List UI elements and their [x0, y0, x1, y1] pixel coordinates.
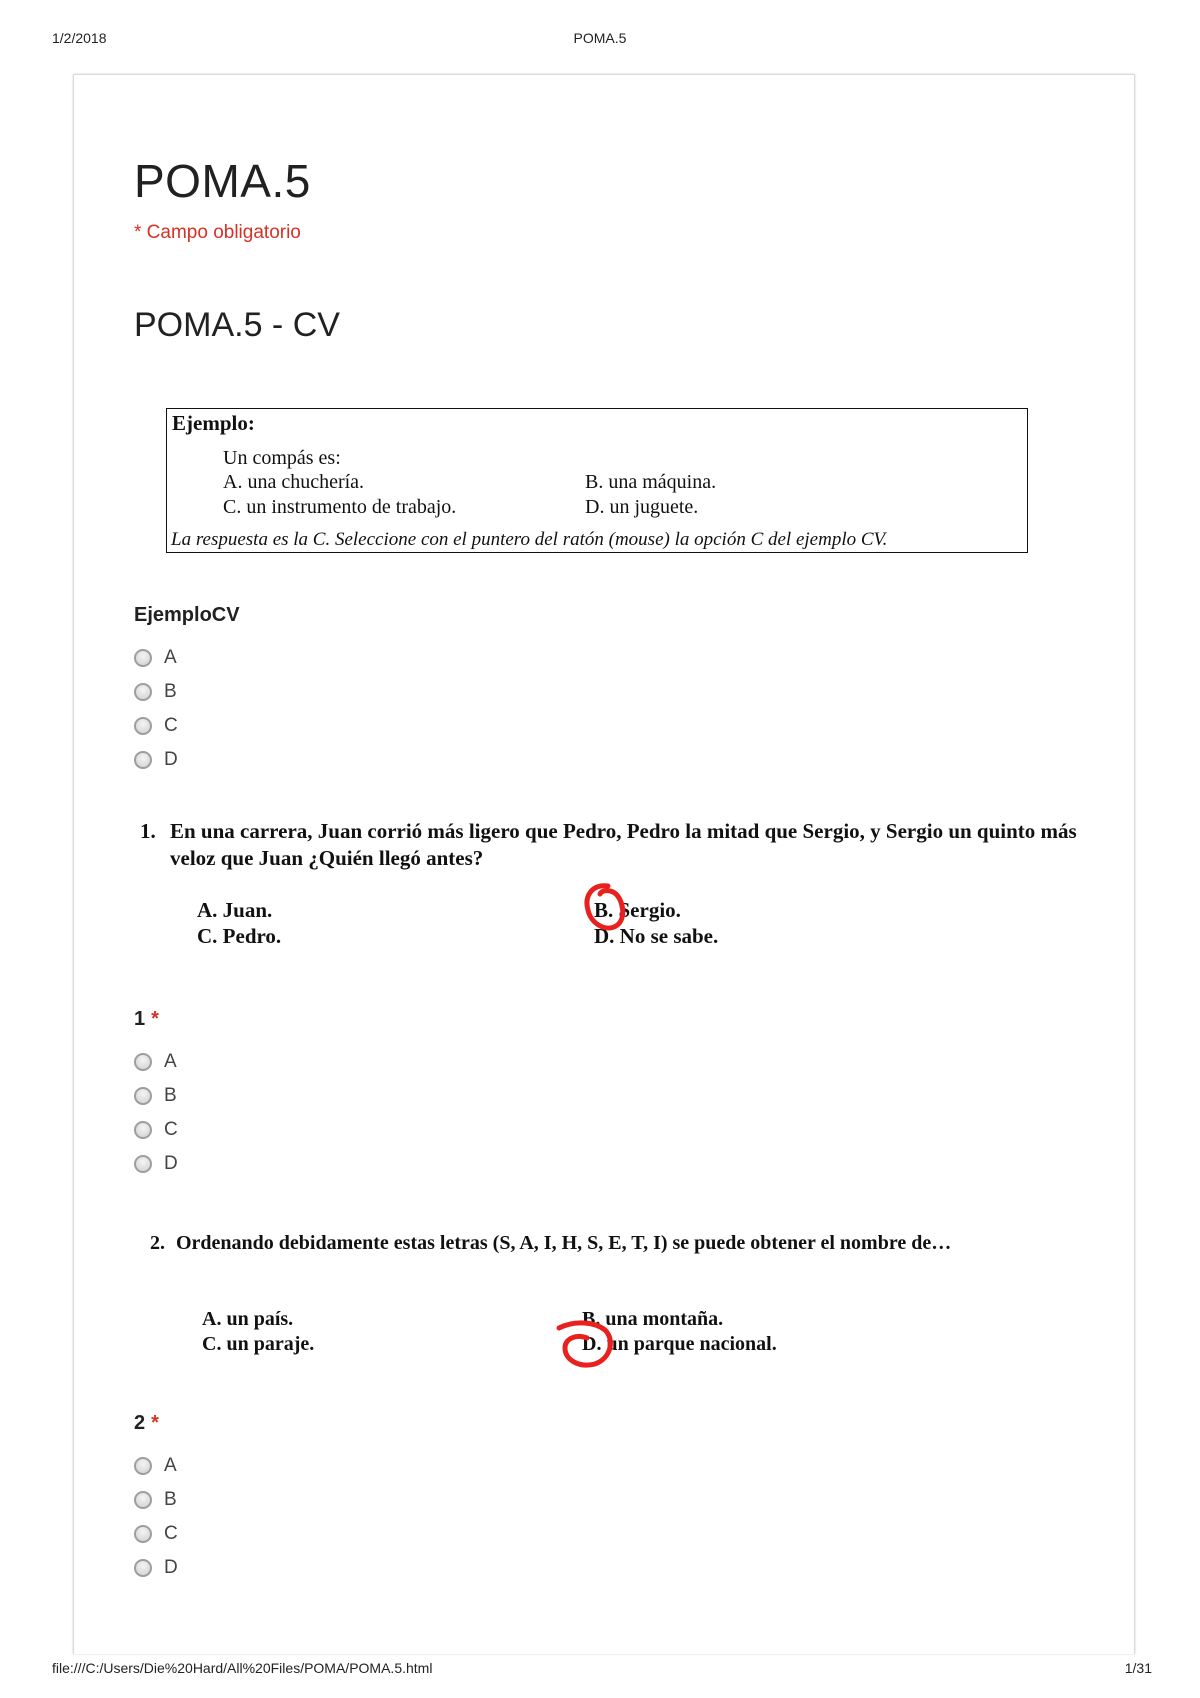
radio-group-1	[134, 1045, 434, 1181]
question-1-option-a: A. Juan.	[197, 898, 273, 922]
required-asterisk: *	[151, 1412, 159, 1434]
example-option-d: D. un juguete.	[585, 496, 699, 518]
radio-label: A	[164, 1455, 177, 1476]
question-2-text: Ordenando debidamente estas letras (S, A, I, H, S, E, T, I) se puede obtener el nombre de…	[176, 1232, 952, 1254]
example-stem: Un compás es:	[223, 447, 341, 469]
print-date: 1/2/2018	[52, 30, 107, 46]
question-1-number: 1.	[140, 819, 156, 843]
radio-option[interactable]	[134, 1449, 434, 1483]
print-url: file:///C:/Users/Die%20Hard/All%20Files/POMA/POMA.5.html	[52, 1660, 433, 1676]
radio-button[interactable]	[134, 1053, 152, 1071]
radio-option[interactable]	[134, 1551, 434, 1585]
question-2-option-b: B. una montaña.	[582, 1308, 724, 1330]
radio-label: D	[164, 1153, 178, 1174]
question-2-number: 2.	[150, 1232, 165, 1254]
radio-option[interactable]	[134, 1483, 434, 1517]
radio-button[interactable]	[134, 1491, 152, 1509]
question-2-option-d: D. un parque nacional.	[582, 1333, 777, 1355]
question-2-option-a: A. un país.	[202, 1308, 294, 1330]
question-1-option-d: D. No se sabe.	[594, 924, 719, 948]
question-1-option-c: C. Pedro.	[197, 924, 282, 948]
radio-button[interactable]	[134, 1559, 152, 1577]
radio-button[interactable]	[134, 1525, 152, 1543]
radio-button[interactable]	[134, 649, 152, 667]
radio-label: C	[164, 1523, 178, 1544]
form-title: POMA.5	[134, 155, 311, 207]
radio-label: B	[164, 1085, 177, 1106]
radio-option[interactable]	[134, 1079, 434, 1113]
section-title: POMA.5 - CV	[134, 306, 340, 344]
required-note: * Campo obligatorio	[134, 222, 301, 243]
radio-button[interactable]	[134, 1457, 152, 1475]
question-2-block	[150, 1230, 1090, 1360]
question-label-text: EjemploCV	[134, 604, 240, 626]
example-option-c: C. un instrumento de trabajo.	[223, 496, 457, 518]
radio-button[interactable]	[134, 1087, 152, 1105]
radio-option[interactable]	[134, 743, 434, 777]
question-1-option-b: B. Sergio.	[594, 898, 681, 922]
radio-button[interactable]	[134, 683, 152, 701]
question-2-option-c: C. un paraje.	[202, 1333, 315, 1355]
print-page-number: 1/31	[1124, 1660, 1152, 1676]
radio-button[interactable]	[134, 1121, 152, 1139]
radio-option[interactable]	[134, 1517, 434, 1551]
print-footer	[0, 1660, 1200, 1680]
example-option-a: A. una chuchería.	[223, 471, 365, 493]
example-box	[166, 408, 1028, 553]
radio-option[interactable]	[134, 1147, 434, 1181]
radio-option[interactable]	[134, 1045, 434, 1079]
print-title: POMA.5	[573, 30, 627, 46]
radio-group-2	[134, 1449, 434, 1585]
question-label-text: 1	[134, 1008, 146, 1030]
radio-label: A	[164, 647, 177, 668]
radio-option[interactable]	[134, 675, 434, 709]
radio-button[interactable]	[134, 717, 152, 735]
radio-group-ejemplocv	[134, 641, 434, 777]
question-label-2	[134, 1412, 159, 1435]
question-label-1	[134, 1008, 159, 1031]
required-asterisk: *	[151, 1008, 159, 1030]
radio-option[interactable]	[134, 1113, 434, 1147]
radio-label: D	[164, 749, 178, 770]
print-header	[0, 30, 1200, 50]
question-1-text: En una carrera, Juan corrió más ligero que Pedro, Pedro la mitad que Sergio, y Sergio un quinto más veloz que Juan ¿Quién llegó antes?	[170, 819, 1077, 870]
example-note: La respuesta es la C. Seleccione con el puntero del ratón (mouse) la opción C del ejemplo CV.	[171, 529, 888, 550]
example-option-b: B. una máquina.	[585, 471, 717, 493]
radio-label: D	[164, 1557, 178, 1578]
radio-option[interactable]	[134, 709, 434, 743]
radio-label: C	[164, 715, 178, 736]
radio-label: B	[164, 681, 177, 702]
question-label-ejemplocv	[134, 604, 240, 627]
radio-button[interactable]	[134, 1155, 152, 1173]
question-1-block	[140, 818, 1080, 948]
radio-label: A	[164, 1051, 177, 1072]
radio-label: B	[164, 1489, 177, 1510]
radio-label: C	[164, 1119, 178, 1140]
example-label: Ejemplo:	[172, 411, 255, 435]
radio-button[interactable]	[134, 751, 152, 769]
question-label-text: 2	[134, 1412, 146, 1434]
radio-option[interactable]	[134, 641, 434, 675]
